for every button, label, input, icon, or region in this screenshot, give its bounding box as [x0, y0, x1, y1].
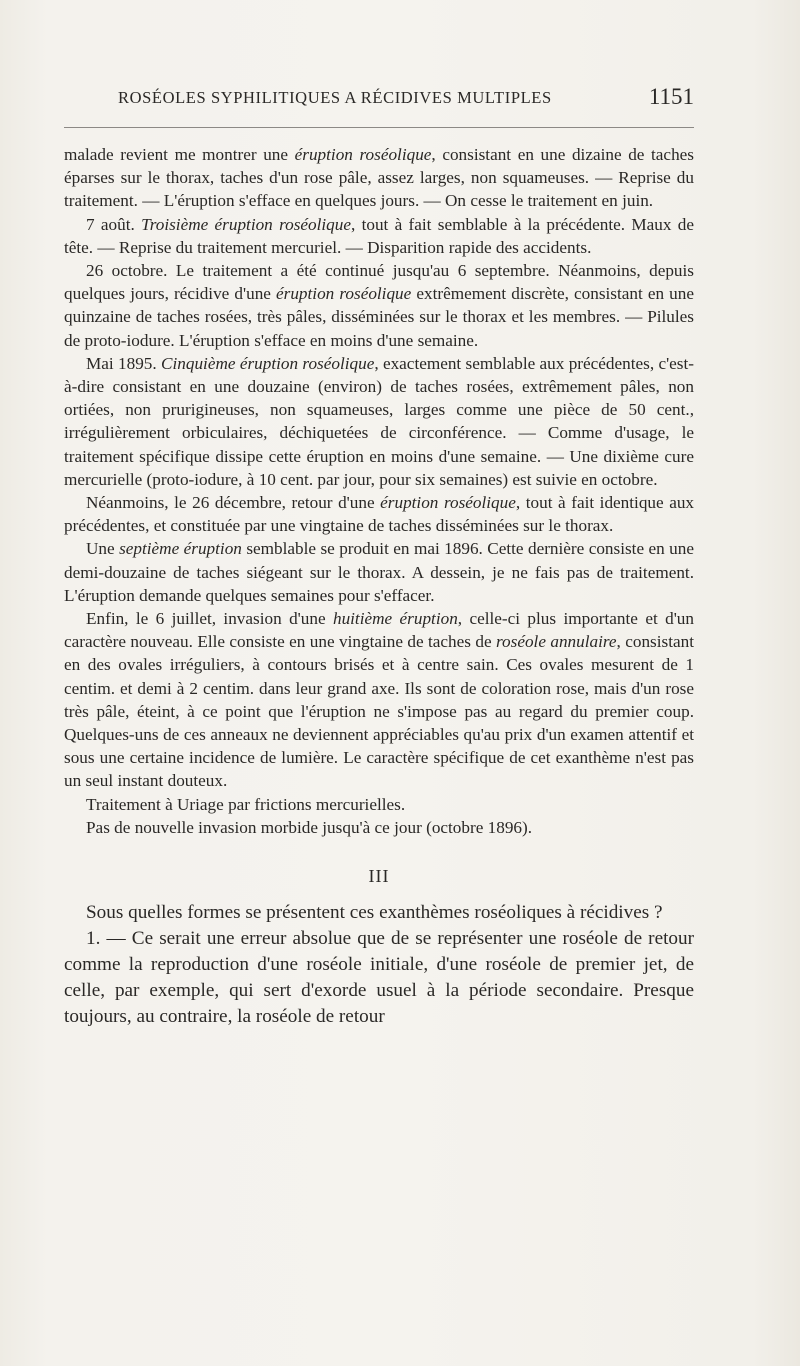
italic-text: roséole annulaire: [495, 632, 617, 652]
text-run: Traitement à Uriage par frictions mercurielles.: [86, 794, 406, 814]
text-run: malade revient me montrer une: [64, 145, 295, 164]
text-run: Pas de nouvelle invasion morbide jusqu'à ce jour (octobre 1896).: [86, 817, 533, 837]
text-run: , exactement semblable aux précédentes, c'est-à-dire consistant en une douzaine (environ) de taches rosées, extrêmement pâles, non ortiées, non prurigineuses, non squameuses, larges comme une pièce de 50 cent., irrégulièrement orbiculaires, déchiquetées de circonférence. — Comme d'usage, le traitement spécifique dissipe cette éruption en moins d'une semaine. — Une dixième cure mercurielle (proto-iodure, à 10 cent. par jour, pour six semaines) est suivie en octobre.: [64, 353, 694, 489]
paragraph: [64, 926, 694, 1030]
italic-text: éruption roséolique: [380, 493, 516, 513]
paragraph: [64, 352, 694, 491]
paragraph: [64, 537, 694, 607]
page-number: 1151: [648, 84, 694, 109]
italic-text: huitième éruption: [332, 609, 458, 629]
text-run: 1. — Ce serait une erreur absolue que de se représenter une roséole de retour comme la reproduction d'une roséole initiale, d'une roséole de premier jet, de celle, par exemple, qui sert d'exorde usuel à la période secondaire. Presque toujours, au contraire, la roséole de retour: [64, 928, 694, 1028]
text-run: extrêmement discrète, consistant en une quinzaine de taches rosées, très pâles, disséminées sur le thorax et les membres. — Pilules de proto-iodure. L'éruption s'efface en moins d'une semaine.: [64, 284, 694, 350]
text-run: , celle-ci plus importante et d'un caractère nouveau. Elle consiste en une vingtaine de taches de: [64, 609, 694, 652]
text-run: Enfin, le 6 juillet, invasion d'une: [86, 609, 333, 629]
paragraph: [64, 259, 694, 352]
text-run: Sous quelles formes se présentent ces exanthèmes roséoliques à récidives ?: [86, 902, 663, 924]
paragraph: [64, 900, 694, 926]
italic-text: Troisième éruption roséolique: [141, 214, 351, 234]
body-text: [64, 143, 694, 1030]
italic-text: éruption roséolique: [294, 145, 432, 164]
header-rule: [64, 127, 694, 128]
text-run: , consistant en une dizaine de taches éparses sur le thorax, taches d'un rose pâle, assez larges, non squameuses. — Reprise du traitement. — L'éruption s'efface en quelques jours. — On cesse le traitement en juin.: [64, 145, 694, 211]
section-paragraph-list: [64, 900, 694, 1030]
text-run: Une: [86, 539, 120, 559]
paragraph: [64, 793, 694, 816]
paragraph: [64, 816, 694, 839]
paragraph: [64, 491, 694, 537]
paragraph: [64, 213, 694, 259]
text-run: 7 août.: [86, 214, 142, 234]
italic-text: septième éruption: [119, 539, 242, 559]
paragraph: [64, 607, 694, 793]
italic-text: éruption roséolique: [276, 284, 412, 304]
italic-text: Cinquième éruption roséolique: [161, 353, 375, 373]
text-run: semblable se produit en mai 1896. Cette dernière consiste en une demi-douzaine de taches siégeant sur le thorax. A dessein, je ne fais pas de traitement. L'éruption demande quelques semaines pour s'effacer.: [64, 539, 694, 605]
paragraph-list: [64, 143, 694, 839]
section-heading: III: [368, 866, 390, 887]
text-run: , tout à fait identique aux précédentes, et constituée par une vingtaine de taches disséminées sur le thorax.: [64, 493, 695, 536]
text-run: Néanmoins, le 26 décembre, retour d'une: [86, 493, 381, 513]
text-run: , consistant en des ovales irréguliers, à contours brisés et à centre sain. Ces ovales mesurent de 1 centim. et demi à 2 centim. dans leur grand axe. Ils sont de coloration rose, mais d'un rose très pâle, éteint, à ce point que l'éruption ne s'impose pas au regard du premier coup. Quelques-uns de ces anneaux ne deviennent appréciables qu'au prix d'un examen attentif et sous une certaine incidence de lumière. Le caractère spécifique de cet exanthème n'est pas un seul instant douteux.: [64, 632, 694, 791]
running-title: ROSÉOLES SYPHILITIQUES A RÉCIDIVES MULTIPLES: [118, 88, 552, 107]
text-run: 26 octobre. Le traitement a été continué jusqu'au 6 septembre. Néanmoins, depuis quelques jours, récidive d'une: [64, 261, 694, 304]
text-run: Mai 1895.: [86, 353, 162, 373]
running-head: [118, 86, 694, 114]
paragraph: [64, 143, 694, 213]
text-run: , tout à fait semblable à la précédente. Maux de tête. — Reprise du traitement mercuriel. — Disparition rapide des accidents.: [64, 214, 694, 257]
